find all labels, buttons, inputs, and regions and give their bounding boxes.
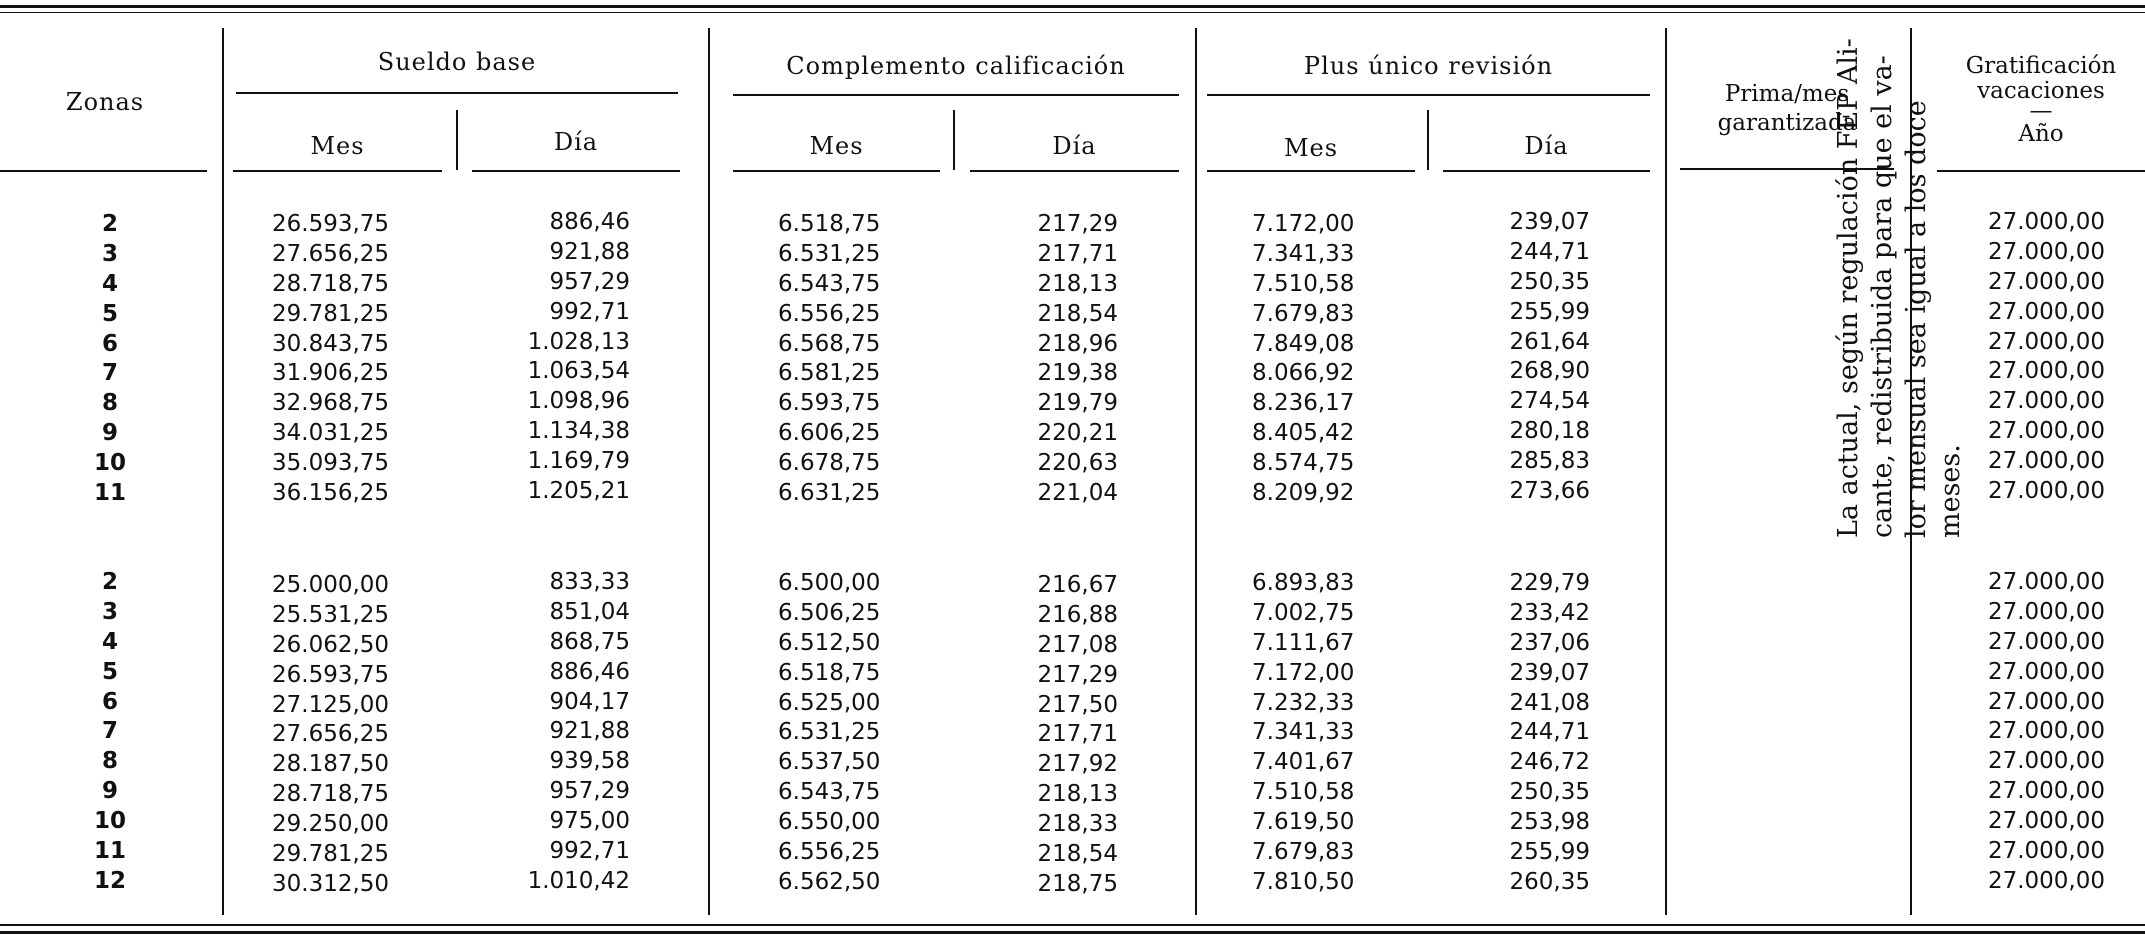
cell-plus-mes: 7.510,58 xyxy=(1252,779,1355,806)
cell-comp-dia: 218,54 xyxy=(1037,300,1118,327)
header-plus-mes: Mes xyxy=(1283,134,1339,162)
cell-sueldo-mes: 28.718,75 xyxy=(272,270,390,297)
cell-plus-dia: 255,99 xyxy=(1509,839,1590,866)
cell-sueldo-dia: 868,75 xyxy=(549,628,630,655)
vline-plus xyxy=(1665,28,1667,915)
cell-comp-dia: 218,96 xyxy=(1037,330,1118,357)
cell-zona: 9 xyxy=(101,420,118,447)
cell-grat-ano: 27.000,00 xyxy=(1987,628,2105,655)
prima-note-line3: lor mensual sea igual a los doce xyxy=(1901,100,1932,538)
cell-sueldo-mes: 26.062,50 xyxy=(272,631,390,658)
cell-grat-ano: 27.000,00 xyxy=(1987,808,2105,835)
cell-comp-mes: 6.581,25 xyxy=(778,360,881,387)
cell-comp-dia: 218,13 xyxy=(1037,781,1118,808)
cell-comp-mes: 6.556,25 xyxy=(778,300,881,327)
cell-comp-dia: 220,63 xyxy=(1037,450,1118,477)
cell-comp-dia: 216,67 xyxy=(1037,572,1118,598)
cell-sueldo-dia: 904,17 xyxy=(549,688,630,715)
cell-plus-mes: 7.172,00 xyxy=(1252,659,1355,686)
bottom-rule-inner xyxy=(0,931,2145,934)
cell-plus-mes: 7.341,33 xyxy=(1252,719,1355,746)
cell-plus-dia: 241,08 xyxy=(1509,689,1590,716)
col-sueldo-mes-g1 xyxy=(272,210,422,509)
underline-complemento xyxy=(733,94,1179,96)
cell-comp-mes: 6.556,25 xyxy=(778,839,881,866)
cell-zona: 4 xyxy=(101,270,118,297)
cell-sueldo-dia: 1.010,42 xyxy=(527,867,630,894)
cell-plus-dia: 250,35 xyxy=(1509,268,1590,295)
cell-sueldo-mes: 28.718,75 xyxy=(272,781,390,808)
cell-grat-ano: 27.000,00 xyxy=(1987,418,2105,445)
cell-comp-mes: 6.631,25 xyxy=(778,480,881,507)
cell-zona: 5 xyxy=(101,300,118,327)
cell-zona: 12 xyxy=(93,867,126,894)
prima-note-line1: La actual, según regulación FEP Ali- xyxy=(1833,38,1864,538)
cell-comp-mes: 6.531,25 xyxy=(778,719,881,746)
vline-zonas xyxy=(222,28,224,915)
col-plus-mes-g2 xyxy=(1252,569,1402,898)
underline-sueldo-dia xyxy=(472,170,680,172)
cell-grat-ano: 27.000,00 xyxy=(1987,748,2105,775)
header-grat-line2: vacaciones xyxy=(1977,78,2105,104)
cell-sueldo-mes: 29.250,00 xyxy=(272,811,390,838)
header-plus-dia: Día xyxy=(1524,132,1569,160)
col-plus-dia-g2 xyxy=(1440,569,1590,898)
col-zonas-g1 xyxy=(60,210,160,509)
underline-sueldo xyxy=(236,92,678,94)
cell-plus-mes: 7.002,75 xyxy=(1252,599,1355,626)
cell-sueldo-dia: 851,04 xyxy=(549,598,630,625)
cell-zona: 7 xyxy=(101,718,118,745)
cell-plus-mes: 7.679,83 xyxy=(1252,300,1355,327)
cell-plus-dia: 244,71 xyxy=(1509,719,1590,746)
cell-sueldo-dia: 992,71 xyxy=(549,298,630,325)
cell-grat-ano: 27.000,00 xyxy=(1987,238,2105,265)
underline-zonas xyxy=(0,170,207,172)
cell-sueldo-dia: 1.063,54 xyxy=(527,358,630,385)
cell-comp-mes: 6.512,50 xyxy=(778,629,881,656)
cell-zona: 3 xyxy=(101,598,118,625)
col-comp-dia-g1 xyxy=(970,210,1118,509)
header-complemento: Complemento calificación xyxy=(786,52,1126,80)
cell-comp-mes: 6.518,75 xyxy=(778,211,881,237)
cell-plus-dia: 268,90 xyxy=(1509,358,1590,385)
cell-plus-mes: 8.066,92 xyxy=(1252,360,1355,387)
cell-plus-dia: 280,18 xyxy=(1509,418,1590,445)
header-plus: Plus único revisión xyxy=(1303,52,1554,80)
vline-complemento xyxy=(1195,28,1197,915)
col-grat-ano-g2 xyxy=(1930,568,2105,897)
cell-plus-mes: 7.679,83 xyxy=(1252,839,1355,866)
header-comp-mes: Mes xyxy=(809,132,864,160)
underline-comp-dia xyxy=(970,170,1179,172)
vline-sueldo-sub xyxy=(456,110,458,170)
cell-zona: 6 xyxy=(101,330,118,357)
cell-comp-dia: 221,04 xyxy=(1037,480,1118,507)
cell-grat-ano: 27.000,00 xyxy=(1987,778,2105,805)
cell-sueldo-dia: 921,88 xyxy=(549,718,630,745)
cell-comp-dia: 219,79 xyxy=(1037,390,1118,417)
cell-grat-ano: 27.000,00 xyxy=(1987,688,2105,715)
vline-sueldo xyxy=(708,28,710,915)
cell-comp-mes: 6.531,25 xyxy=(778,240,881,267)
underline-plus-mes xyxy=(1207,170,1415,172)
cell-comp-mes: 6.543,75 xyxy=(778,779,881,806)
cell-plus-mes: 8.236,17 xyxy=(1252,390,1355,417)
cell-plus-mes: 7.401,67 xyxy=(1252,749,1355,776)
header-prima-line2: garantizada xyxy=(1717,110,1857,136)
cell-sueldo-mes: 26.593,75 xyxy=(272,661,390,688)
cell-plus-dia: 285,83 xyxy=(1509,448,1590,475)
col-sueldo-mes-g2 xyxy=(272,571,422,900)
cell-sueldo-dia: 1.134,38 xyxy=(527,418,630,445)
cell-plus-dia: 255,99 xyxy=(1509,298,1590,325)
header-gratificacion xyxy=(1937,52,2145,149)
cell-plus-mes: 7.619,50 xyxy=(1252,809,1355,836)
cell-plus-dia: 244,71 xyxy=(1509,238,1590,265)
header-comp-dia: Día xyxy=(1052,132,1097,160)
header-zonas: Zonas xyxy=(65,88,145,116)
cell-sueldo-dia: 939,58 xyxy=(549,748,630,775)
col-comp-dia-g2 xyxy=(970,571,1118,900)
cell-zona: 11 xyxy=(93,480,126,507)
cell-sueldo-mes: 35.093,75 xyxy=(272,450,390,477)
header-prima-line1: Prima/mes xyxy=(1724,81,1850,107)
cell-plus-mes: 7.111,67 xyxy=(1252,629,1355,656)
vline-plus-sub xyxy=(1427,110,1429,170)
cell-plus-dia: 239,07 xyxy=(1509,659,1590,686)
cell-plus-dia: 261,64 xyxy=(1509,328,1590,355)
underline-comp-mes xyxy=(733,170,940,172)
header-sueldo-base: Sueldo base xyxy=(377,48,537,76)
cell-plus-mes: 6.893,83 xyxy=(1252,570,1355,596)
cell-sueldo-mes: 27.125,00 xyxy=(272,691,390,718)
cell-comp-dia: 217,29 xyxy=(1037,211,1118,237)
cell-grat-ano: 27.000,00 xyxy=(1987,388,2105,415)
cell-sueldo-dia: 886,46 xyxy=(549,209,630,235)
cell-comp-mes: 6.525,00 xyxy=(778,689,881,716)
cell-zona: 8 xyxy=(101,748,118,775)
cell-plus-mes: 7.510,58 xyxy=(1252,270,1355,297)
cell-grat-ano: 27.000,00 xyxy=(1987,358,2105,385)
header-ano: Año xyxy=(2018,121,2064,147)
cell-comp-dia: 217,50 xyxy=(1037,691,1118,718)
cell-comp-mes: 6.568,75 xyxy=(778,330,881,357)
cell-zona: 3 xyxy=(101,240,118,267)
cell-plus-mes: 8.405,42 xyxy=(1252,420,1355,447)
cell-zona: 2 xyxy=(101,211,118,237)
cell-sueldo-mes: 29.781,25 xyxy=(272,841,390,868)
cell-plus-mes: 7.172,00 xyxy=(1252,211,1355,237)
cell-sueldo-mes: 30.843,75 xyxy=(272,330,390,357)
cell-sueldo-dia: 886,46 xyxy=(549,658,630,685)
cell-plus-dia: 246,72 xyxy=(1509,749,1590,776)
cell-sueldo-mes: 25.000,00 xyxy=(272,572,390,598)
cell-sueldo-mes: 28.187,50 xyxy=(272,751,390,778)
col-sueldo-dia-g2 xyxy=(470,568,630,897)
cell-sueldo-dia: 833,33 xyxy=(549,569,630,595)
cell-plus-dia: 253,98 xyxy=(1509,809,1590,836)
header-grat-line1: Gratificación xyxy=(1965,53,2117,79)
header-sueldo-mes: Mes xyxy=(310,132,365,160)
col-zonas-g2 xyxy=(60,568,160,897)
cell-comp-dia: 217,71 xyxy=(1037,721,1118,748)
cell-comp-mes: 6.678,75 xyxy=(778,450,881,477)
cell-sueldo-dia: 957,29 xyxy=(549,268,630,295)
cell-sueldo-mes: 36.156,25 xyxy=(272,480,390,507)
cell-zona: 8 xyxy=(101,390,118,417)
cell-comp-mes: 6.593,75 xyxy=(778,390,881,417)
top-rule xyxy=(0,5,2145,8)
underline-plus-dia xyxy=(1443,170,1650,172)
cell-zona: 11 xyxy=(93,838,126,865)
cell-comp-mes: 6.543,75 xyxy=(778,270,881,297)
cell-zona: 9 xyxy=(101,778,118,805)
cell-zona: 2 xyxy=(101,569,118,595)
cell-plus-mes: 8.209,92 xyxy=(1252,480,1355,507)
cell-sueldo-mes: 32.968,75 xyxy=(272,390,390,417)
cell-comp-dia: 218,33 xyxy=(1037,811,1118,838)
cell-comp-dia: 217,71 xyxy=(1037,240,1118,267)
cell-grat-ano: 27.000,00 xyxy=(1987,328,2105,355)
cell-plus-dia: 273,66 xyxy=(1509,478,1590,505)
cell-sueldo-mes: 26.593,75 xyxy=(272,211,390,237)
cell-comp-mes: 6.537,50 xyxy=(778,749,881,776)
col-comp-mes-g1 xyxy=(778,210,928,509)
cell-comp-dia: 218,75 xyxy=(1037,870,1118,897)
cell-plus-dia: 250,35 xyxy=(1509,779,1590,806)
cell-comp-dia: 216,88 xyxy=(1037,601,1118,628)
cell-grat-ano: 27.000,00 xyxy=(1987,658,2105,685)
cell-grat-ano: 27.000,00 xyxy=(1987,478,2105,505)
vline-comp-sub xyxy=(953,110,955,170)
cell-grat-ano: 27.000,00 xyxy=(1987,448,2105,475)
cell-sueldo-mes: 31.906,25 xyxy=(272,360,390,387)
cell-comp-mes: 6.606,25 xyxy=(778,420,881,447)
cell-sueldo-dia: 1.205,21 xyxy=(527,478,630,505)
cell-sueldo-dia: 957,29 xyxy=(549,778,630,805)
cell-comp-dia: 218,13 xyxy=(1037,270,1118,297)
underline-plus xyxy=(1207,94,1650,96)
cell-plus-dia: 237,06 xyxy=(1509,629,1590,656)
prima-note xyxy=(1832,38,1968,538)
col-plus-dia-g1 xyxy=(1440,208,1590,507)
cell-sueldo-dia: 975,00 xyxy=(549,808,630,835)
underline-sueldo-mes xyxy=(233,170,442,172)
cell-plus-dia: 233,42 xyxy=(1509,599,1590,626)
cell-grat-ano: 27.000,00 xyxy=(1987,598,2105,625)
cell-grat-ano: 27.000,00 xyxy=(1987,298,2105,325)
col-comp-mes-g2 xyxy=(778,569,928,898)
cell-plus-dia: 260,35 xyxy=(1509,868,1590,895)
cell-sueldo-dia: 1.169,79 xyxy=(527,448,630,475)
cell-comp-dia: 218,54 xyxy=(1037,841,1118,868)
col-sueldo-dia-g1 xyxy=(470,208,630,507)
cell-grat-ano: 27.000,00 xyxy=(1987,867,2105,894)
cell-comp-mes: 6.518,75 xyxy=(778,659,881,686)
cell-comp-mes: 6.500,00 xyxy=(778,570,881,596)
cell-plus-mes: 7.232,33 xyxy=(1252,689,1355,716)
cell-zona: 7 xyxy=(101,360,118,387)
cell-comp-dia: 220,21 xyxy=(1037,420,1118,447)
cell-comp-dia: 219,38 xyxy=(1037,360,1118,387)
prima-note-line2: cante, redistribuida para que el va- xyxy=(1867,55,1898,538)
cell-comp-dia: 217,92 xyxy=(1037,751,1118,778)
header-sueldo-dia: Día xyxy=(553,128,599,156)
cell-plus-mes: 8.574,75 xyxy=(1252,450,1355,477)
prima-note-line4: meses. xyxy=(1935,444,1966,538)
cell-sueldo-mes: 34.031,25 xyxy=(272,420,390,447)
cell-sueldo-mes: 29.781,25 xyxy=(272,300,390,327)
cell-sueldo-dia: 1.098,96 xyxy=(527,388,630,415)
cell-sueldo-dia: 921,88 xyxy=(549,238,630,265)
cell-comp-mes: 6.550,00 xyxy=(778,809,881,836)
cell-plus-dia: 239,07 xyxy=(1509,209,1590,235)
cell-zona: 4 xyxy=(101,628,118,655)
cell-comp-mes: 6.506,25 xyxy=(778,599,881,626)
cell-comp-mes: 6.562,50 xyxy=(778,868,881,895)
cell-zona: 5 xyxy=(101,658,118,685)
cell-sueldo-dia: 992,71 xyxy=(549,838,630,865)
cell-comp-dia: 217,08 xyxy=(1037,631,1118,658)
underline-ano xyxy=(1937,170,2145,172)
cell-grat-ano: 27.000,00 xyxy=(1987,569,2105,595)
cell-plus-dia: 274,54 xyxy=(1509,388,1590,415)
top-rule-inner xyxy=(0,12,2145,13)
cell-plus-mes: 7.810,50 xyxy=(1252,868,1355,895)
cell-plus-dia: 229,79 xyxy=(1509,570,1590,596)
cell-grat-ano: 27.000,00 xyxy=(1987,209,2105,235)
cell-comp-dia: 217,29 xyxy=(1037,661,1118,688)
cell-zona: 10 xyxy=(93,450,126,477)
cell-plus-mes: 7.849,08 xyxy=(1252,330,1355,357)
cell-sueldo-mes: 25.531,25 xyxy=(272,601,390,628)
header-grat-dash: — xyxy=(2029,98,2053,124)
cell-sueldo-mes: 27.656,25 xyxy=(272,240,390,267)
cell-grat-ano: 27.000,00 xyxy=(1987,718,2105,745)
cell-sueldo-mes: 30.312,50 xyxy=(272,870,390,897)
bottom-rule xyxy=(0,924,2145,926)
cell-zona: 6 xyxy=(101,688,118,715)
cell-sueldo-mes: 27.656,25 xyxy=(272,721,390,748)
cell-zona: 10 xyxy=(93,808,126,835)
cell-sueldo-dia: 1.028,13 xyxy=(527,328,630,355)
cell-plus-mes: 7.341,33 xyxy=(1252,240,1355,267)
cell-grat-ano: 27.000,00 xyxy=(1987,838,2105,865)
cell-grat-ano: 27.000,00 xyxy=(1987,268,2105,295)
col-plus-mes-g1 xyxy=(1252,210,1402,509)
